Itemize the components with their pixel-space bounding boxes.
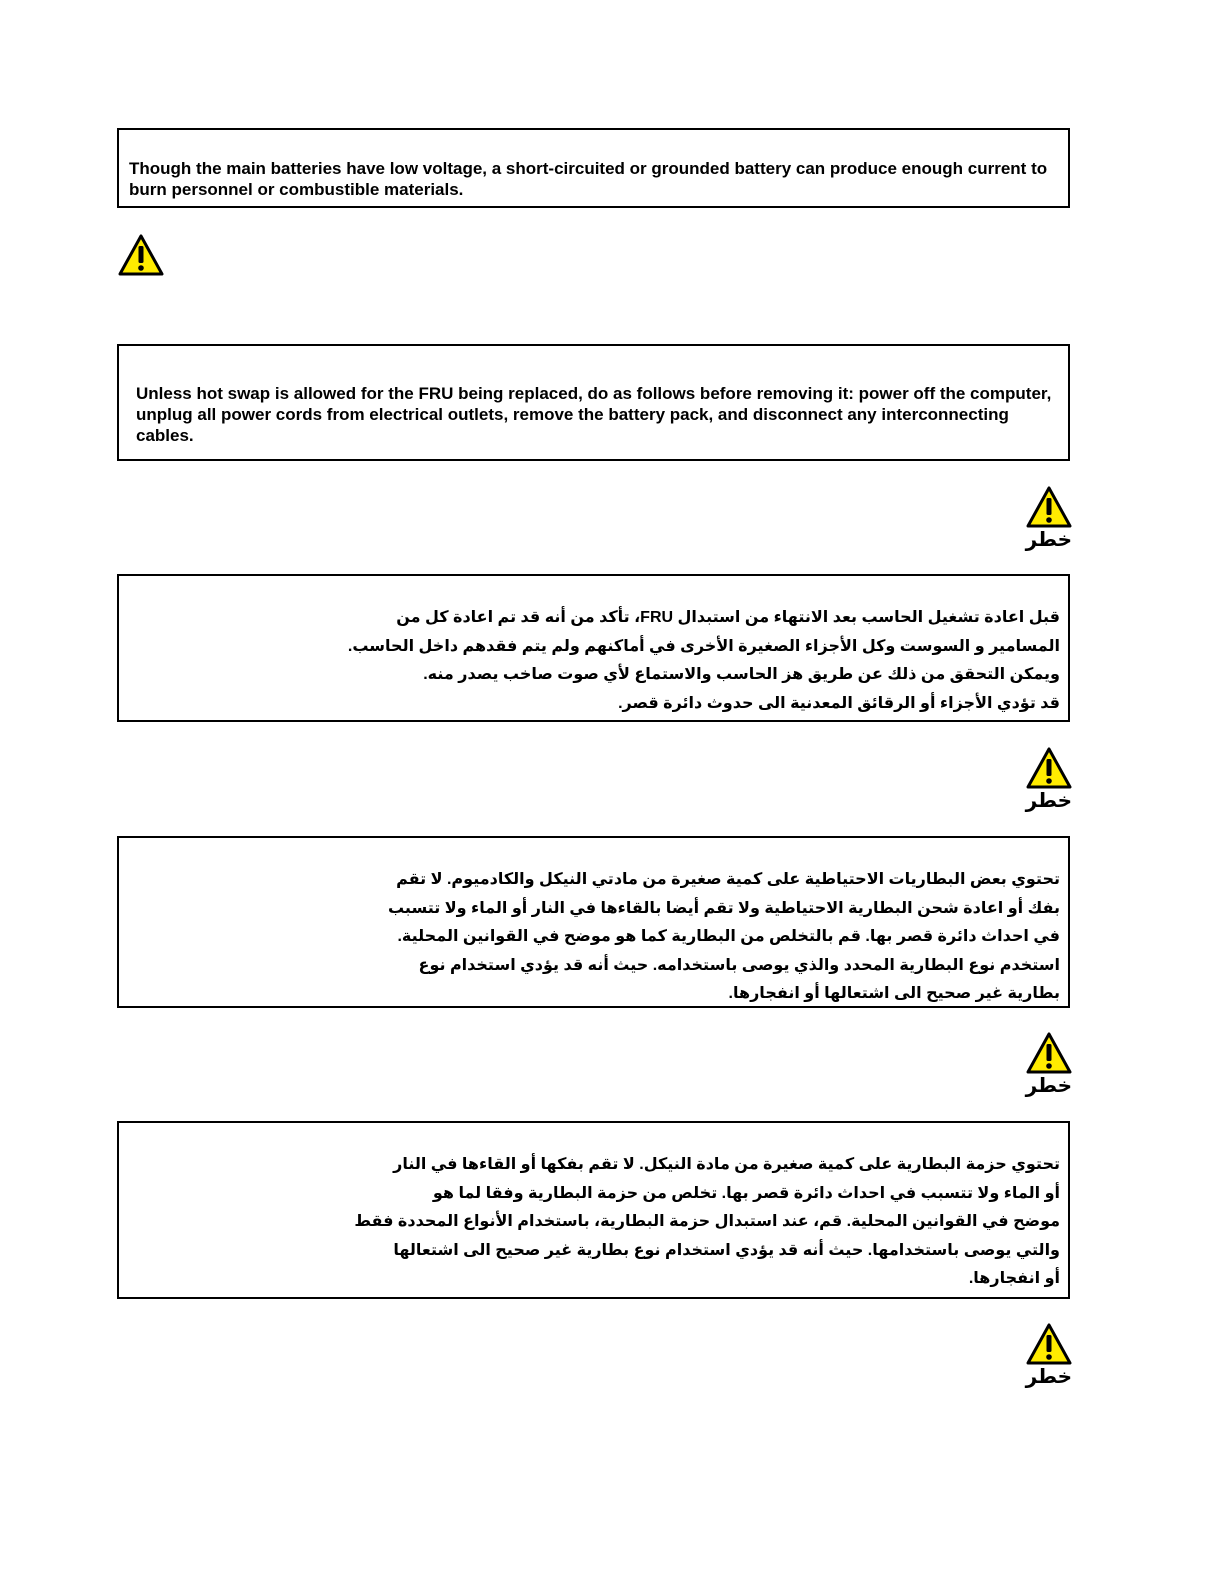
text-line: موضح في القوانين المحلية. قم، عند استبدال حزمة البطارية، باستخدام الأنواع المحددة فقط (354, 1213, 1060, 1230)
text-line: بفك أو اعادة شحن البطارية الاحتياطية ولا تقم أيضا بالقاءها في النار أو الماء ولا تتسبب (387, 899, 1060, 917)
text-line: والتي يوصى باستخدامها. حيث أنه قد يؤدي استخدام نوع بطارية غير صحيح الى اشتعالها (393, 1241, 1060, 1259)
backup-battery-notice-ar (117, 836, 1070, 1008)
text-line: أو الماء ولا تتسبب في احداث دائرة قصر بها. تخلص من حزمة البطارية وفقا لما هو (432, 1184, 1060, 1202)
text-line: قبل اعادة تشغيل الحاسب بعد الانتهاء من استبدال FRU، تأكد من أنه قد تم اعادة كل من (396, 609, 1060, 626)
warning-icon (1026, 1323, 1072, 1365)
backup-battery-text-ar (127, 866, 1060, 1009)
danger-label: خطر (1025, 790, 1072, 812)
battery-short-circuit-notice (117, 128, 1070, 208)
text-line: تحتوي حزمة البطارية على كمية صغيرة من مادة النيكل. لا تقم بفكها أو القاءها في النار (393, 1156, 1060, 1173)
danger-label: خطر (1025, 1075, 1072, 1097)
text-line: استخدم نوع البطارية المحدد والذي يوصى باستخدامه. حيث أنه قد يؤدي استخدام نوع (418, 956, 1060, 974)
battery-short-circuit-text: Though the main batteries have low voltage, a short-circuited or grounded battery can produce enough current to burn personnel or combustible materials. (129, 159, 1048, 199)
fru-screws-notice-ar (117, 574, 1070, 722)
warning-icon (1026, 747, 1072, 789)
text-line: في احداث دائرة قصر بها. قم بالتخلص من البطارية كما هو موضح في القوانين المحلية. (397, 928, 1060, 945)
warning-icon (1026, 486, 1072, 528)
warning-icon (1026, 1032, 1072, 1074)
hot-swap-text: Unless hot swap is allowed for the FRU being replaced, do as follows before removing it: power off the computer, unplug all power cords from electrical outlets, remove the battery pack, and disconnect any interconnecting cables. (136, 384, 1052, 445)
battery-pack-text-ar (127, 1151, 1060, 1294)
warning-icon (118, 234, 164, 276)
battery-pack-notice-ar (117, 1121, 1070, 1299)
text-line: تحتوي بعض البطاريات الاحتياطية على كمية صغيرة من مادتي النيكل والكادميوم. لا تقم (396, 871, 1060, 888)
text-line: قد تؤدي الأجزاء أو الرقائق المعدنية الى حدوث دائرة قصر. (618, 694, 1060, 712)
danger-label: خطر (1025, 1366, 1072, 1388)
hot-swap-notice (117, 344, 1070, 461)
fru-screws-text-ar (127, 604, 1060, 718)
text-line: ويمكن التحقق من ذلك عن طريق هز الحاسب والاستماع لأي صوت صاخب يصدر منه. (423, 666, 1060, 683)
danger-label: خطر (1025, 529, 1072, 551)
text-line: المسامير و السوست وكل الأجزاء الصغيرة الأخرى في أماكنهم ولم يتم فقدهم داخل الحاسب. (347, 637, 1060, 655)
text-line: أو انفجارها. (968, 1270, 1060, 1287)
text-line: بطارية غير صحيح الى اشتعالها أو انفجارها. (728, 985, 1060, 1002)
